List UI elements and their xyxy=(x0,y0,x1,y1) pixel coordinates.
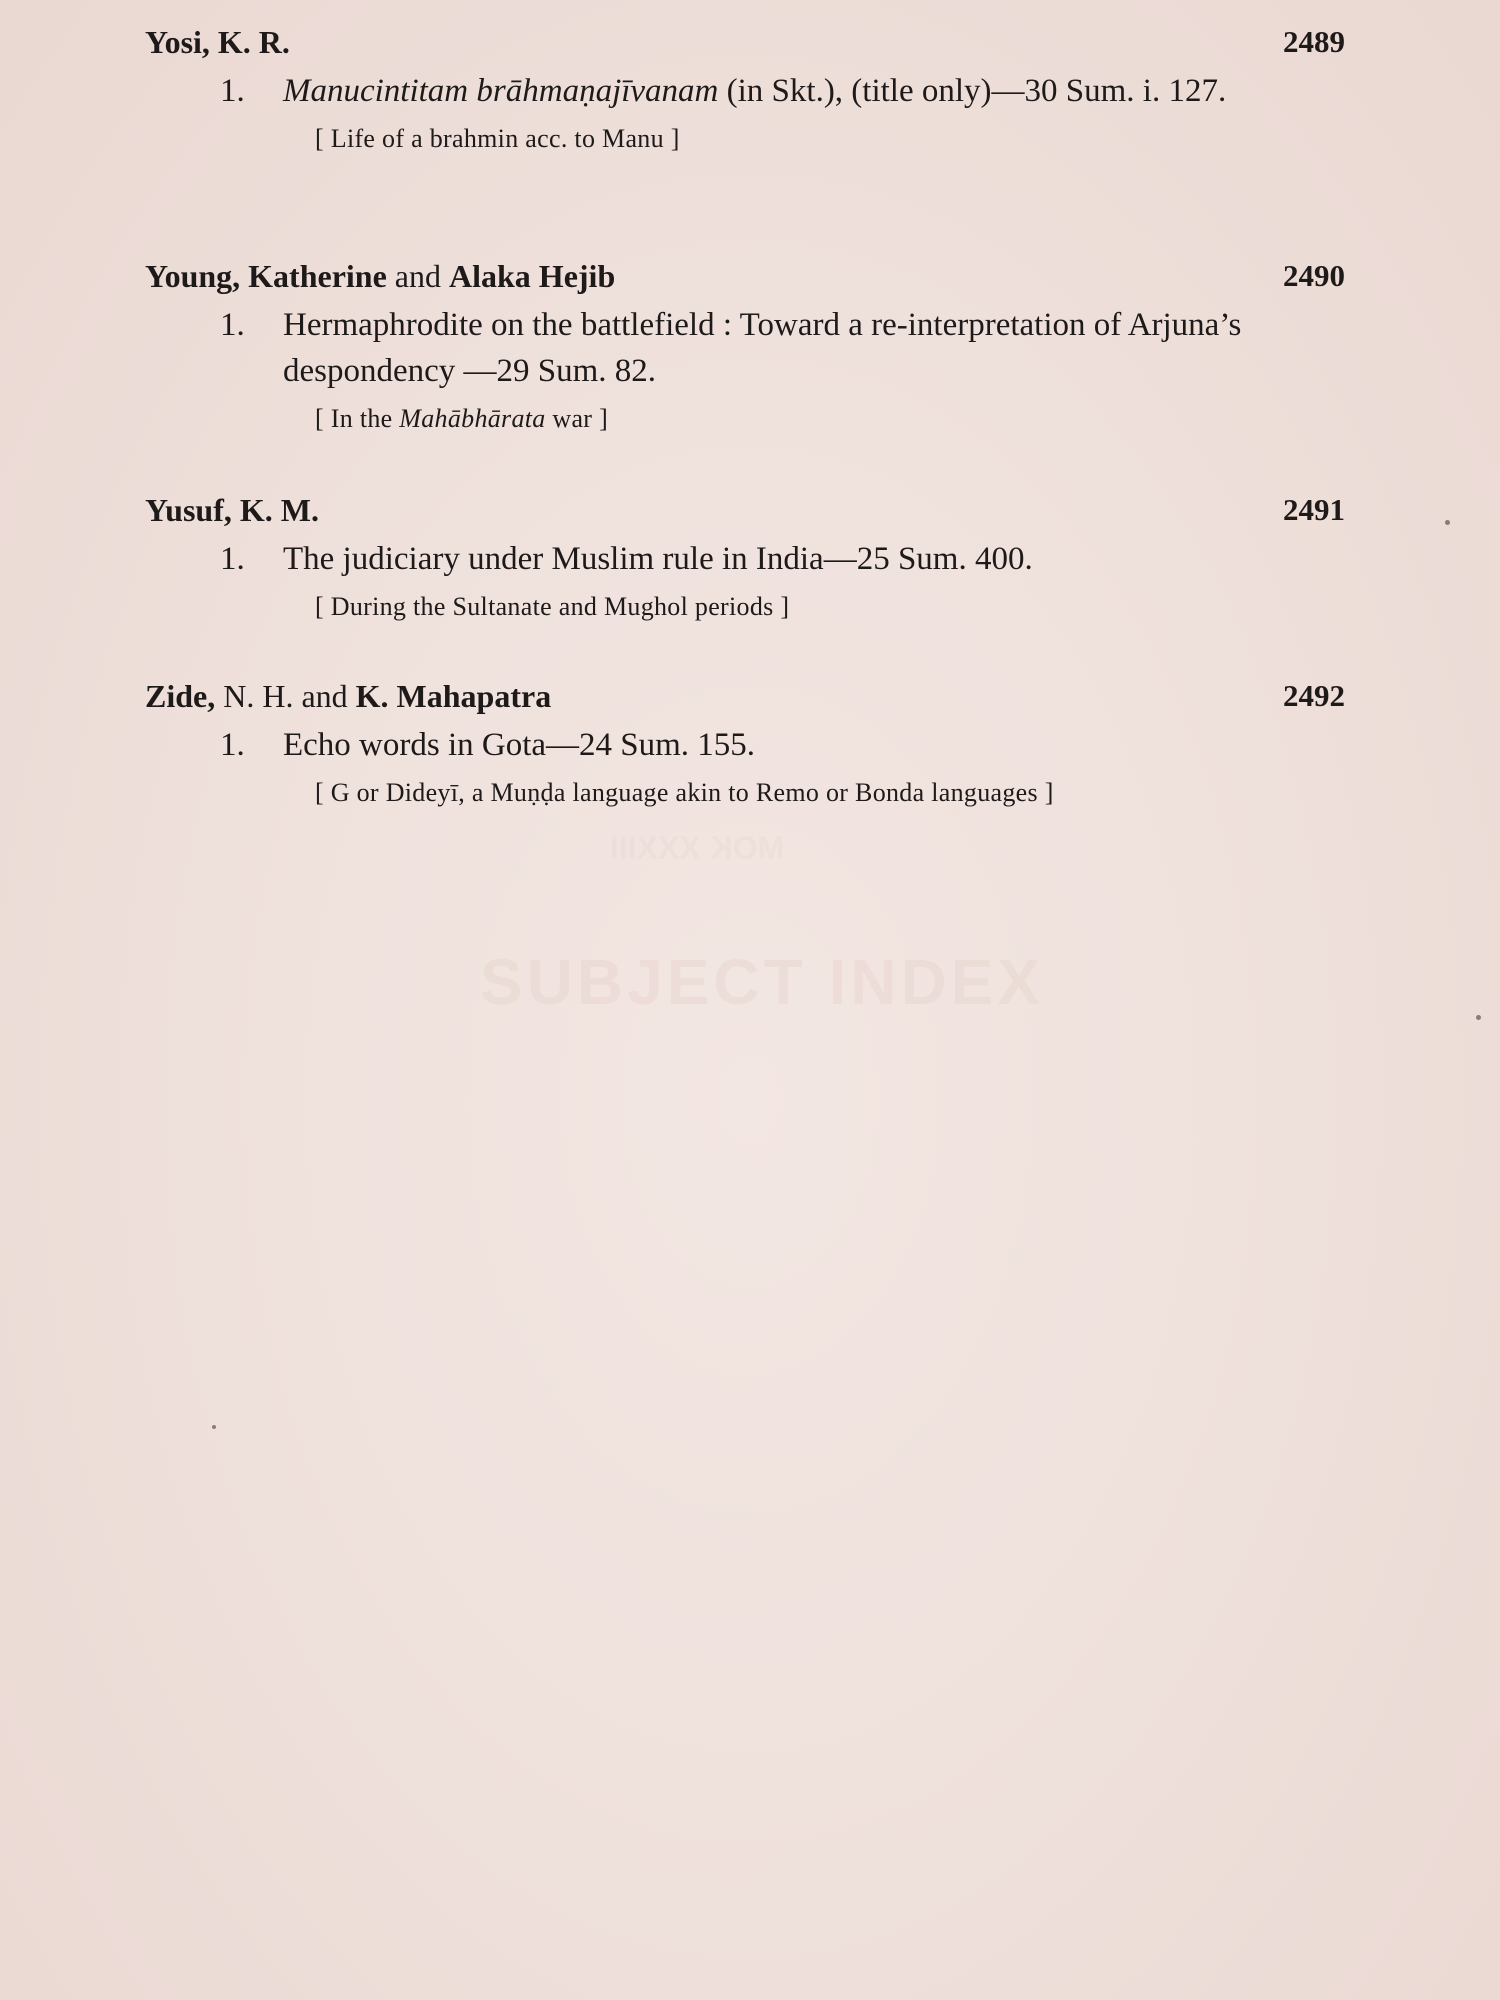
entry-number: 2491 xyxy=(1283,492,1345,527)
citation-text: Hermaphrodite on the battlefield : Toward a re-interpretation of Arjuna’s despondency —29 Sum. 82. xyxy=(283,307,1242,389)
citation-note: [ In the Mahābhārata war ] xyxy=(315,404,609,433)
citation-text xyxy=(283,68,1345,114)
index-entry xyxy=(145,22,1345,156)
citation-note: [ During the Sultanate and Mughol periods ] xyxy=(315,592,790,621)
citation-note: [ Life of a brahmin acc. to Manu ] xyxy=(315,124,680,153)
item-index: 1. xyxy=(220,727,245,763)
citation-item xyxy=(220,302,1345,394)
show-through-small: MOK XXXIII xyxy=(610,830,785,866)
paper-speck xyxy=(1476,1015,1481,1020)
entry-number: 2490 xyxy=(1283,258,1345,293)
item-index: 1. xyxy=(220,73,245,109)
paper-speck xyxy=(1445,520,1450,525)
show-through-heading: SUBJECT INDEX xyxy=(480,946,1045,1018)
author-name: Zide, N. H. and K. Mahapatra xyxy=(145,678,552,714)
citation-text: The judiciary under Muslim rule in India—25 Sum. 400. xyxy=(283,541,1033,577)
paper-speck xyxy=(212,1425,216,1429)
author-name: Yosi, K. R. xyxy=(145,24,290,60)
entry-header xyxy=(145,676,1345,722)
citation-title: Manucintitam brāhmaṇajīvanam xyxy=(283,73,719,109)
citation-item xyxy=(220,722,1345,768)
item-index: 1. xyxy=(220,307,245,343)
entry-header xyxy=(145,22,1345,68)
author-name: Young, Katherine and Alaka Hejib xyxy=(145,258,616,294)
author-name: Yusuf, K. M. xyxy=(145,492,319,528)
entry-header xyxy=(145,490,1345,536)
entry-header xyxy=(145,256,1345,302)
citation-item xyxy=(220,68,1345,114)
citation-note: [ G or Dideyī, a Muṇḍa language akin to Remo or Bonda languages ] xyxy=(315,778,1054,807)
index-entry xyxy=(145,676,1345,810)
citation-text: Echo words in Gota—24 Sum. 155. xyxy=(283,727,756,763)
index-entry xyxy=(145,256,1345,436)
item-index: 1. xyxy=(220,541,245,577)
citation-item xyxy=(220,536,1345,582)
citation-source: (in Skt.), (title only)—30 Sum. i. 127. xyxy=(718,73,1227,109)
entry-number: 2489 xyxy=(1283,24,1345,59)
index-entry xyxy=(145,490,1345,624)
entry-number: 2492 xyxy=(1283,678,1345,713)
